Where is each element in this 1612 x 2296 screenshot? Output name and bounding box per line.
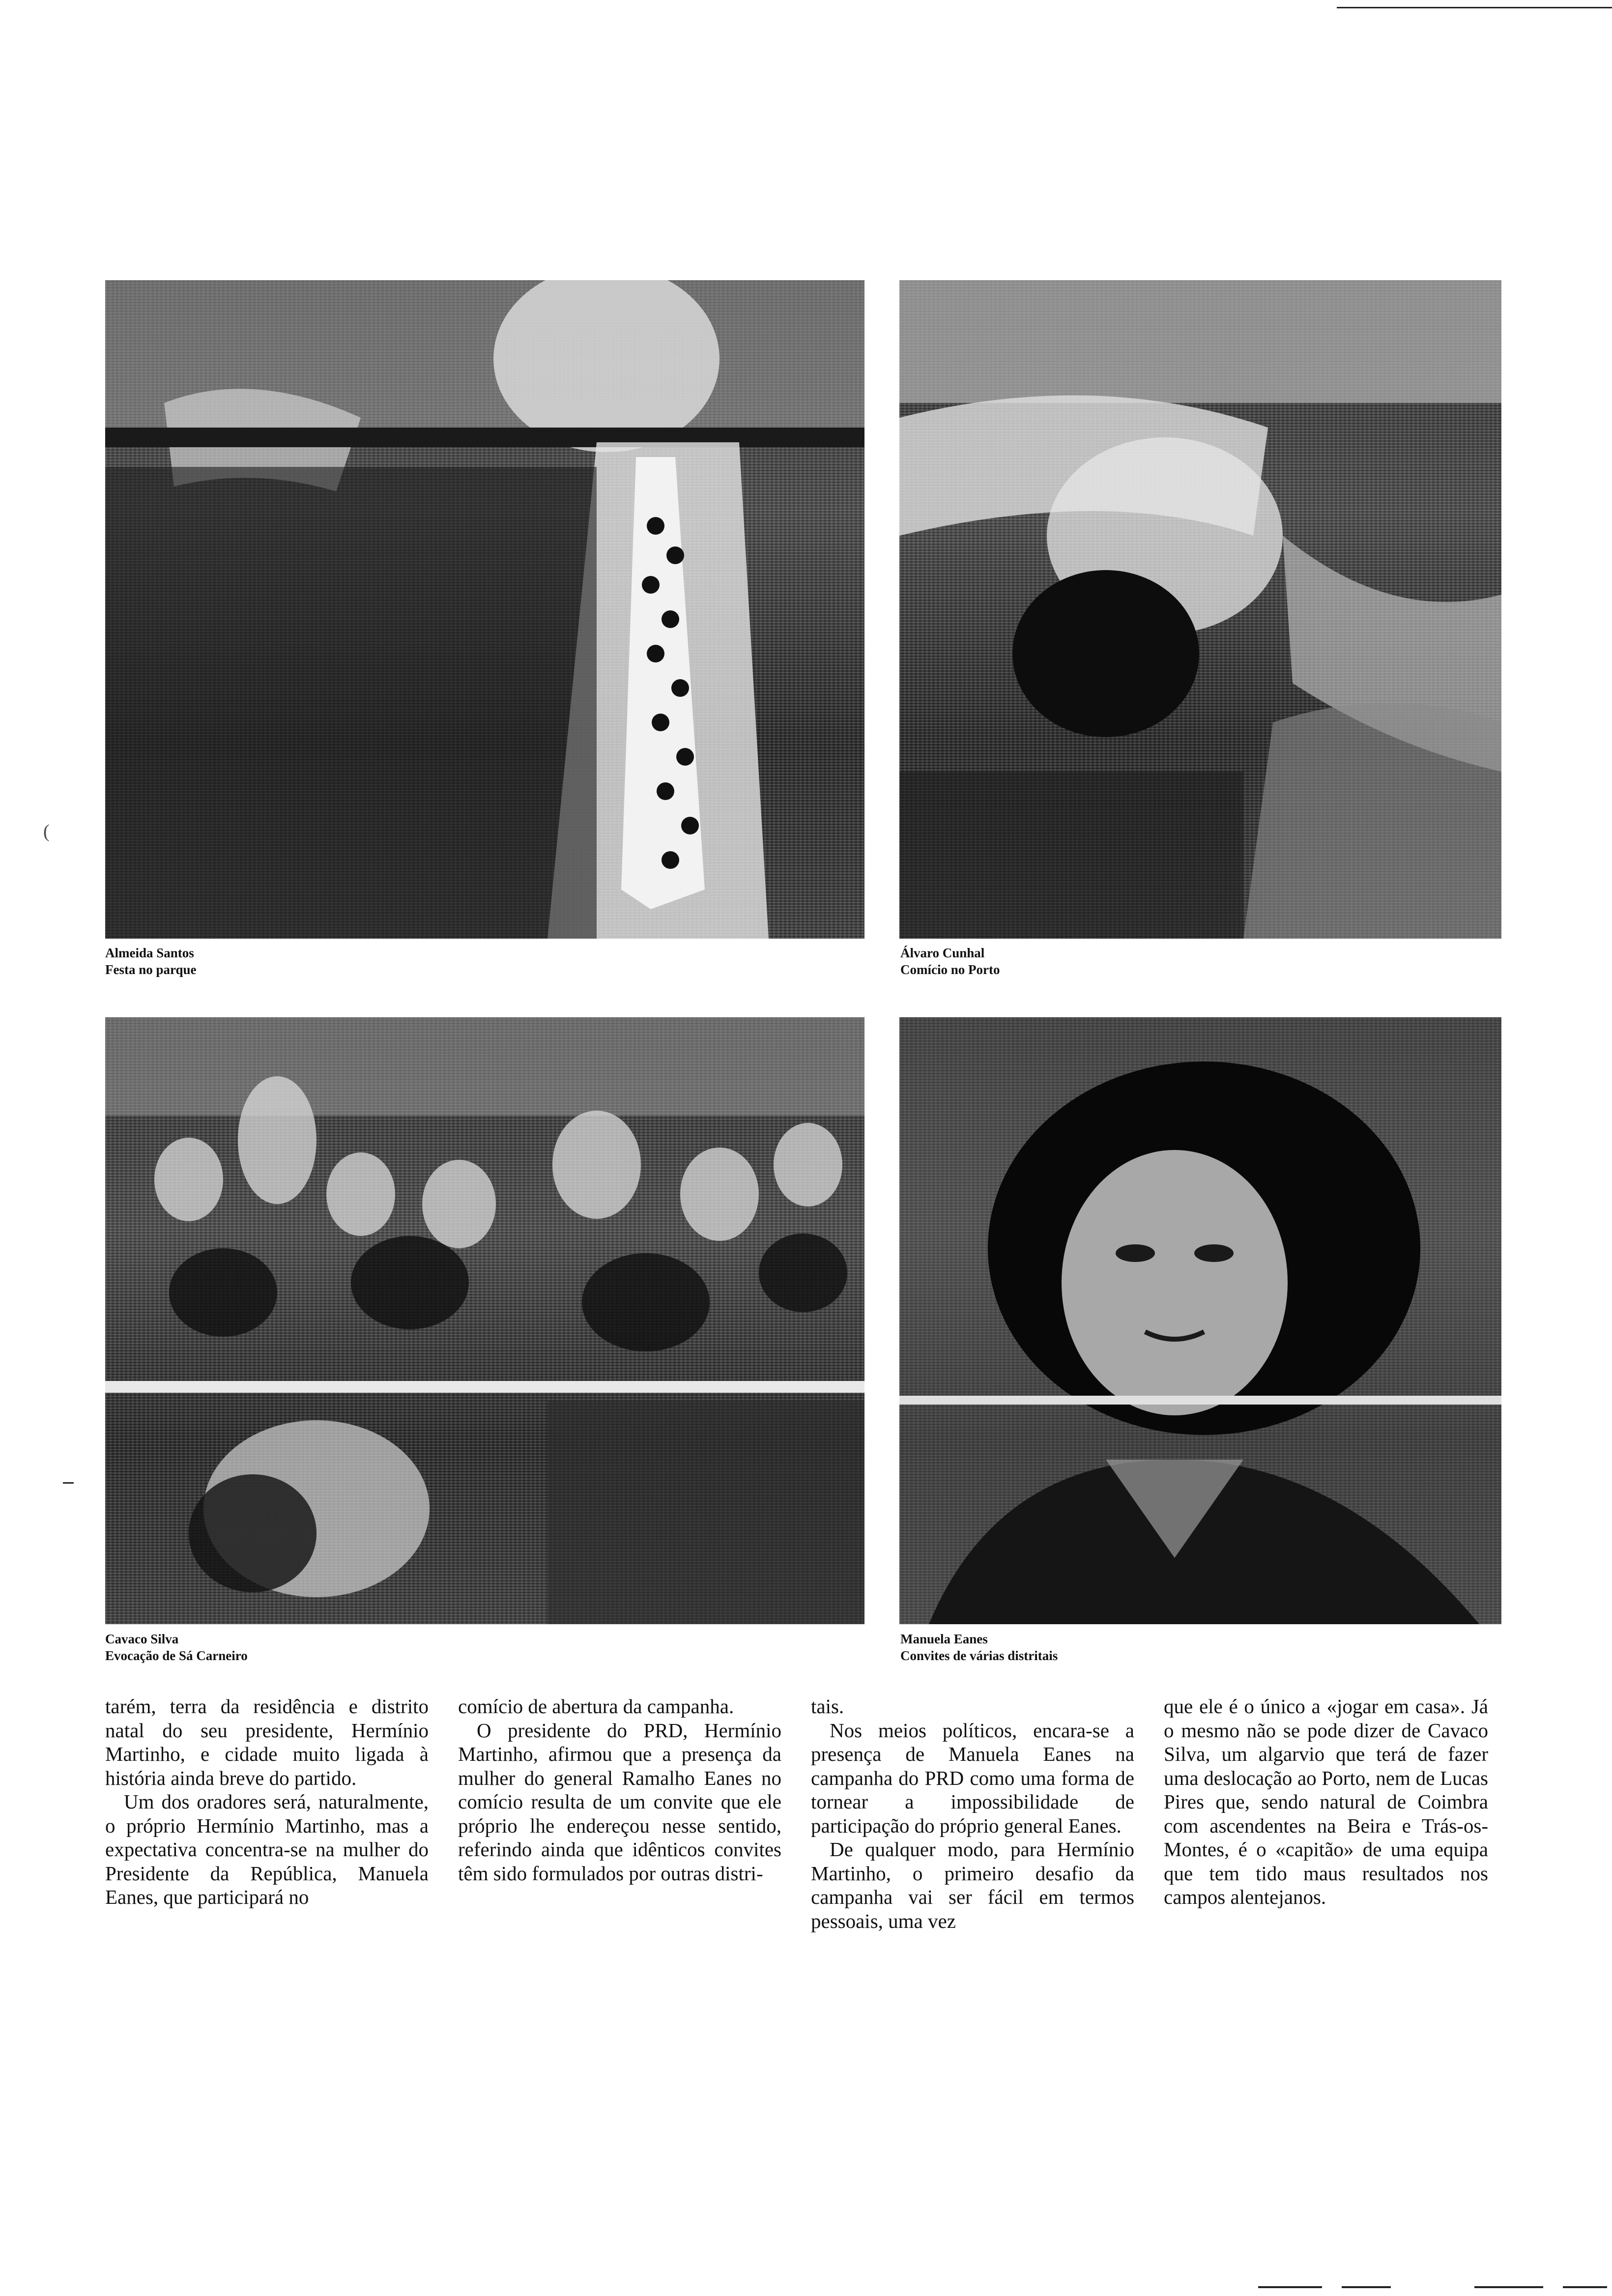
article-paragraph: Um dos oradores será, naturalmente, o próprio Hermínio Martinho, mas a expectativa concentra-se na mulher do Presidente da República, Manuela Eanes, que participará no (105, 1790, 429, 1908)
article-paragraph: tarém, terra da residência e distrito natal do seu presidente, Hermínio Martinho, e cidade muito ligada à história ainda breve do partido. (105, 1695, 429, 1789)
caption-manuela-eanes (900, 1631, 1058, 1664)
bottom-rule-4 (1563, 2286, 1607, 2288)
photo-almeida-santos (105, 280, 864, 939)
article-paragraph: Nos meios políticos, encara-se a presença de Manuela Eanes na campanha do PRD como uma forma de tornear a impossibilidade de participação do próprio general Eanes. (811, 1719, 1134, 1837)
top-right-rule (1337, 7, 1612, 8)
scan-mark-left: ( (43, 821, 50, 842)
article-paragraph: O presidente do PRD, Hermínio Martinho, afirmou que a presença da mulher do general Ramalho Eanes no comício resulta de um convite que ele próprio lhe endereçou nesse sentido, referindo ainda que idênticos convites têm sido formulados por outras distri- (458, 1719, 781, 1885)
photo-name: Almeida Santos (105, 946, 194, 960)
photo-name: Manuela Eanes (900, 1632, 988, 1646)
photo-caption: Evocação de Sá Carneiro (105, 1648, 248, 1663)
photo-manuela-eanes-image (899, 1017, 1501, 1624)
photo-cavaco-silva-image (105, 1017, 864, 1624)
article-paragraph: De qualquer modo, para Hermínio Martinho, o primeiro desafio da campanha vai ser fácil em termos pessoais, uma vez (811, 1838, 1134, 1932)
bottom-rule-2 (1342, 2286, 1391, 2288)
photo-alvaro-cunhal (899, 280, 1501, 939)
article-column-1 (105, 1694, 429, 1909)
article-paragraph: tais. (811, 1695, 844, 1718)
photo-name: Álvaro Cunhal (900, 946, 985, 960)
caption-almeida-santos (105, 945, 197, 978)
caption-cavaco-silva (105, 1631, 248, 1664)
article-paragraph: comício de abertura da campanha. (458, 1695, 734, 1718)
photo-caption: Convites de várias distritais (900, 1648, 1058, 1663)
photo-name: Cavaco Silva (105, 1632, 179, 1646)
photo-manuela-eanes (899, 1017, 1501, 1624)
bottom-rule-3 (1474, 2286, 1543, 2288)
article-paragraph: que ele é o único a «jogar em casa». Já o mesmo não se pode dizer de Cavaco Silva, um algarvio que terá de fazer uma deslocação ao Porto, nem de Lucas Pires que, sendo natural de Coimbra com ascendentes na Beira e Trás-os-Montes, é o «capitão» de uma equipa que tem tido maus resultados nos campos alentejanos. (1164, 1695, 1488, 1908)
article-column-2 (458, 1694, 781, 1885)
scan-mark-left-dash (63, 1482, 74, 1484)
bottom-rule-1 (1258, 2286, 1322, 2288)
photo-alvaro-cunhal-image (899, 280, 1501, 939)
photo-almeida-santos-image (105, 280, 864, 939)
article-column-4 (1164, 1694, 1488, 1909)
article-column-3 (811, 1694, 1134, 1933)
photo-caption: Comício no Porto (900, 962, 1000, 977)
photo-caption: Festa no parque (105, 962, 197, 977)
caption-alvaro-cunhal (900, 945, 1000, 978)
photo-cavaco-silva (105, 1017, 864, 1624)
